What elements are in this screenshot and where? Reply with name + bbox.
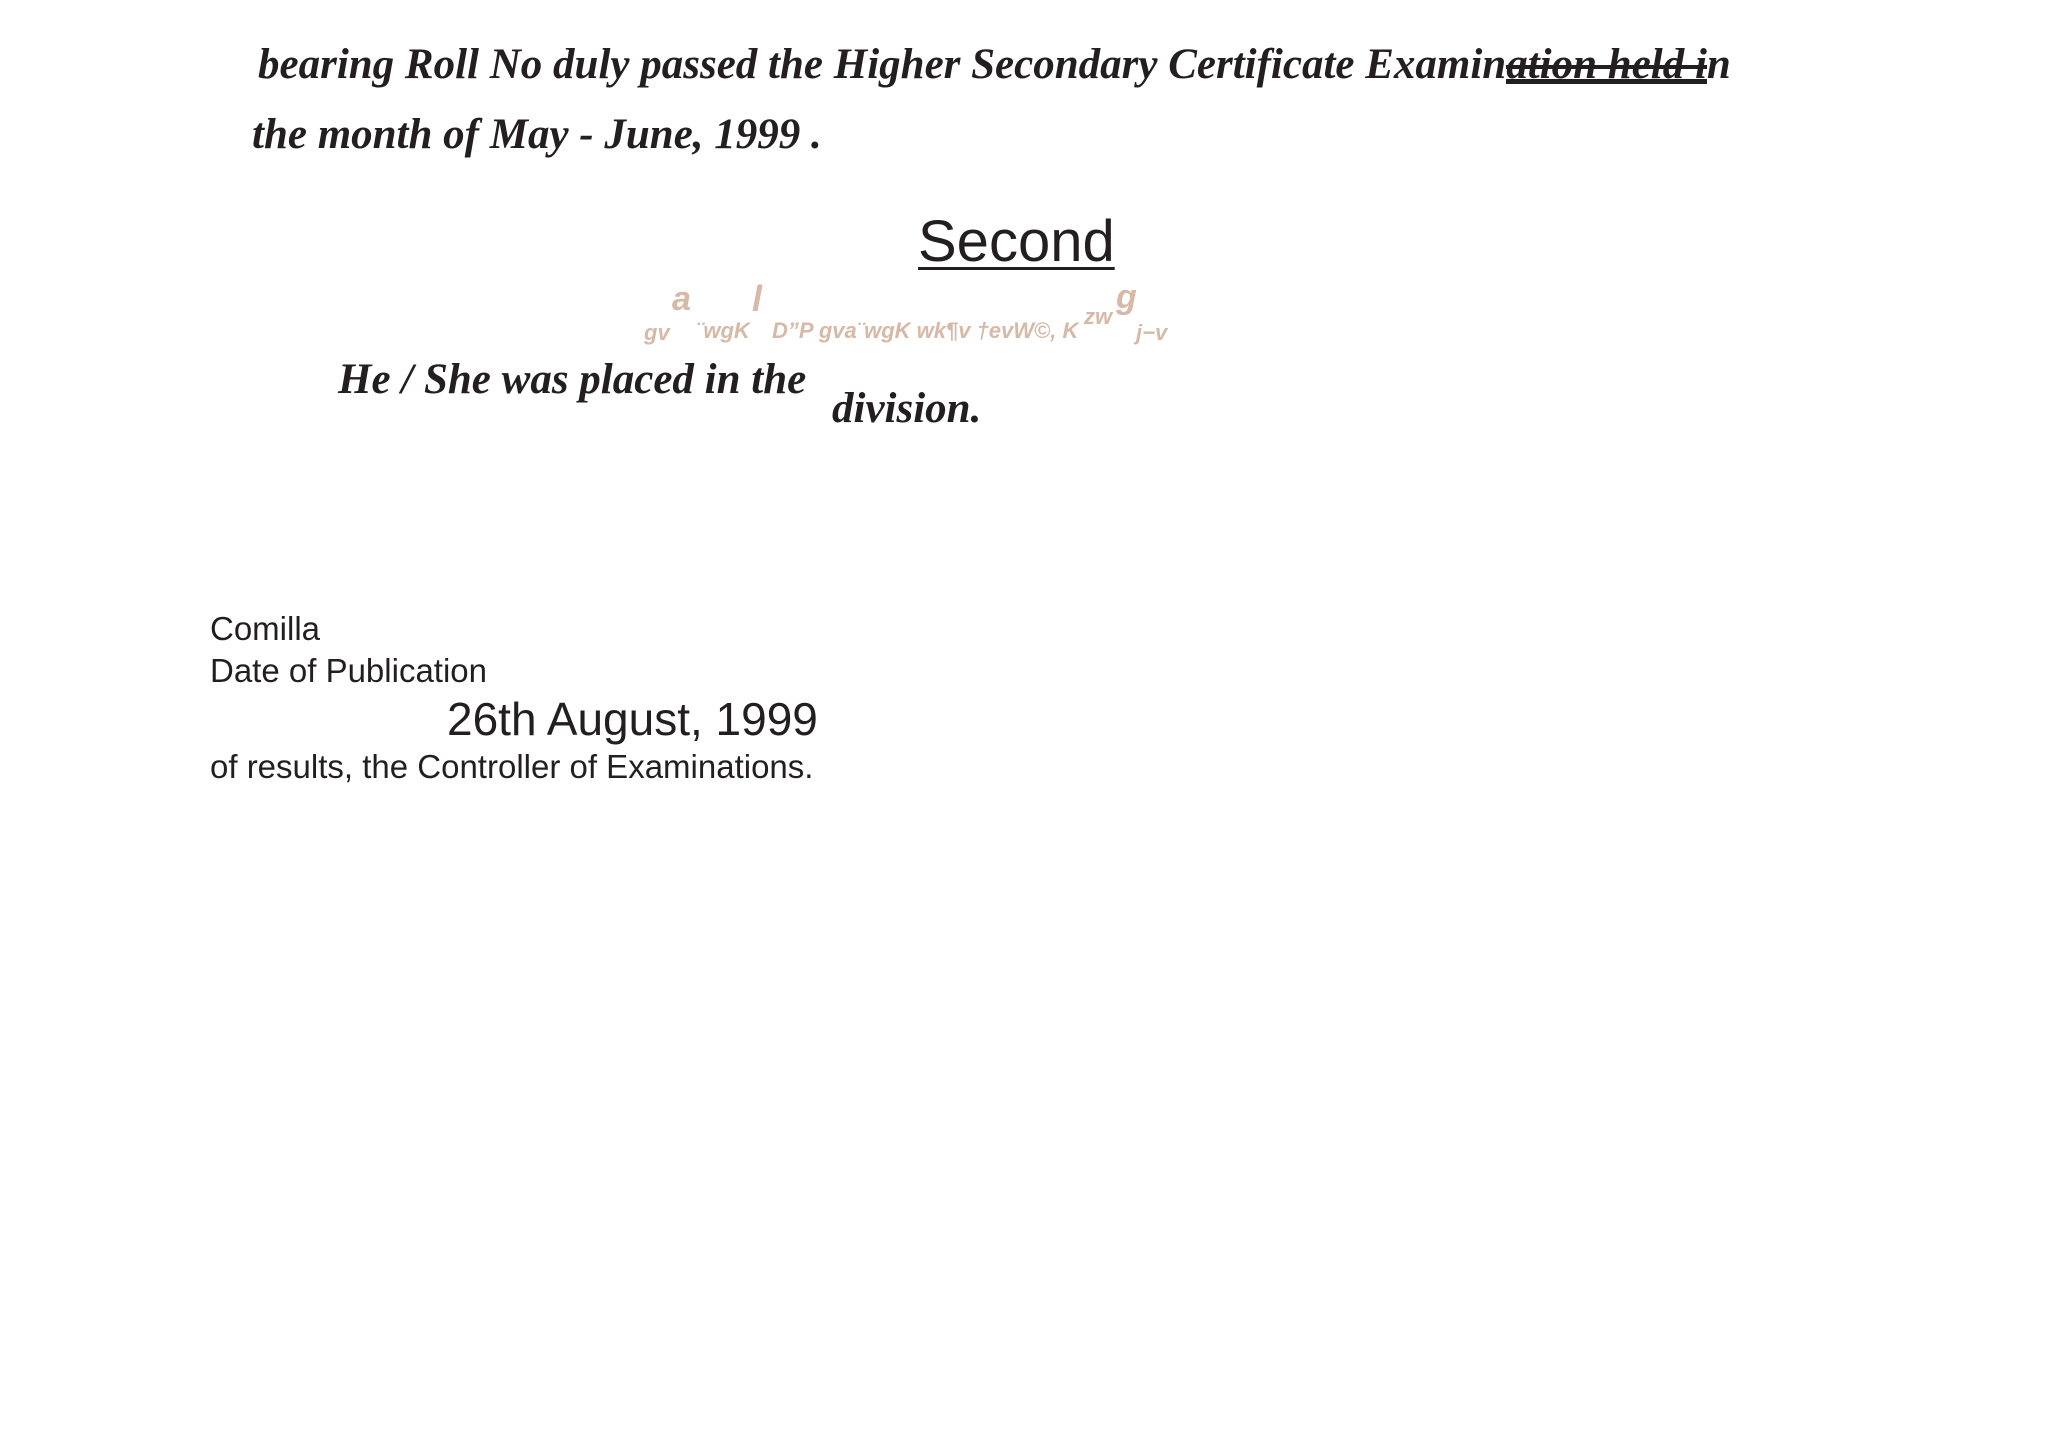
watermark-glyph: a (672, 280, 691, 318)
watermark-glyph: gv (644, 320, 670, 345)
placed-statement: He / She was placed in the (338, 356, 807, 403)
watermark-glyph: zw (1084, 304, 1113, 329)
date-of-publication-label: Date of Publication (210, 652, 488, 689)
watermark-glyph: g (1116, 278, 1137, 316)
bengali-watermark (640, 280, 1200, 350)
division-value: Second (918, 209, 1115, 274)
watermark-glyph: j−v (1136, 320, 1168, 345)
place-name: Comilla (210, 610, 321, 647)
line1-struck-text (1506, 41, 1707, 88)
watermark-glyph: l (752, 278, 763, 319)
underline-bar (1506, 79, 1707, 84)
results-controller-line: of results, the Controller of Examinations. (210, 748, 814, 785)
certificate-line-1 (258, 40, 1731, 89)
strikethrough-line (1506, 65, 1707, 69)
watermark-glyph: D”P gva¨wgK wk¶v †evW©, K (772, 318, 1079, 343)
line1-main-text: bearing Roll No duly passed the Higher Secondary Certificate Examin (258, 41, 1507, 88)
certificate-line-2: the month of May - June, 1999 . (252, 111, 822, 158)
line1-tail-text: n (1706, 41, 1731, 88)
watermark-glyph: ¨wgK (696, 318, 750, 343)
publication-date: 26th August, 1999 (447, 693, 818, 745)
division-label: division. (832, 385, 982, 432)
line1-struck-words: ation held i (1506, 41, 1707, 88)
